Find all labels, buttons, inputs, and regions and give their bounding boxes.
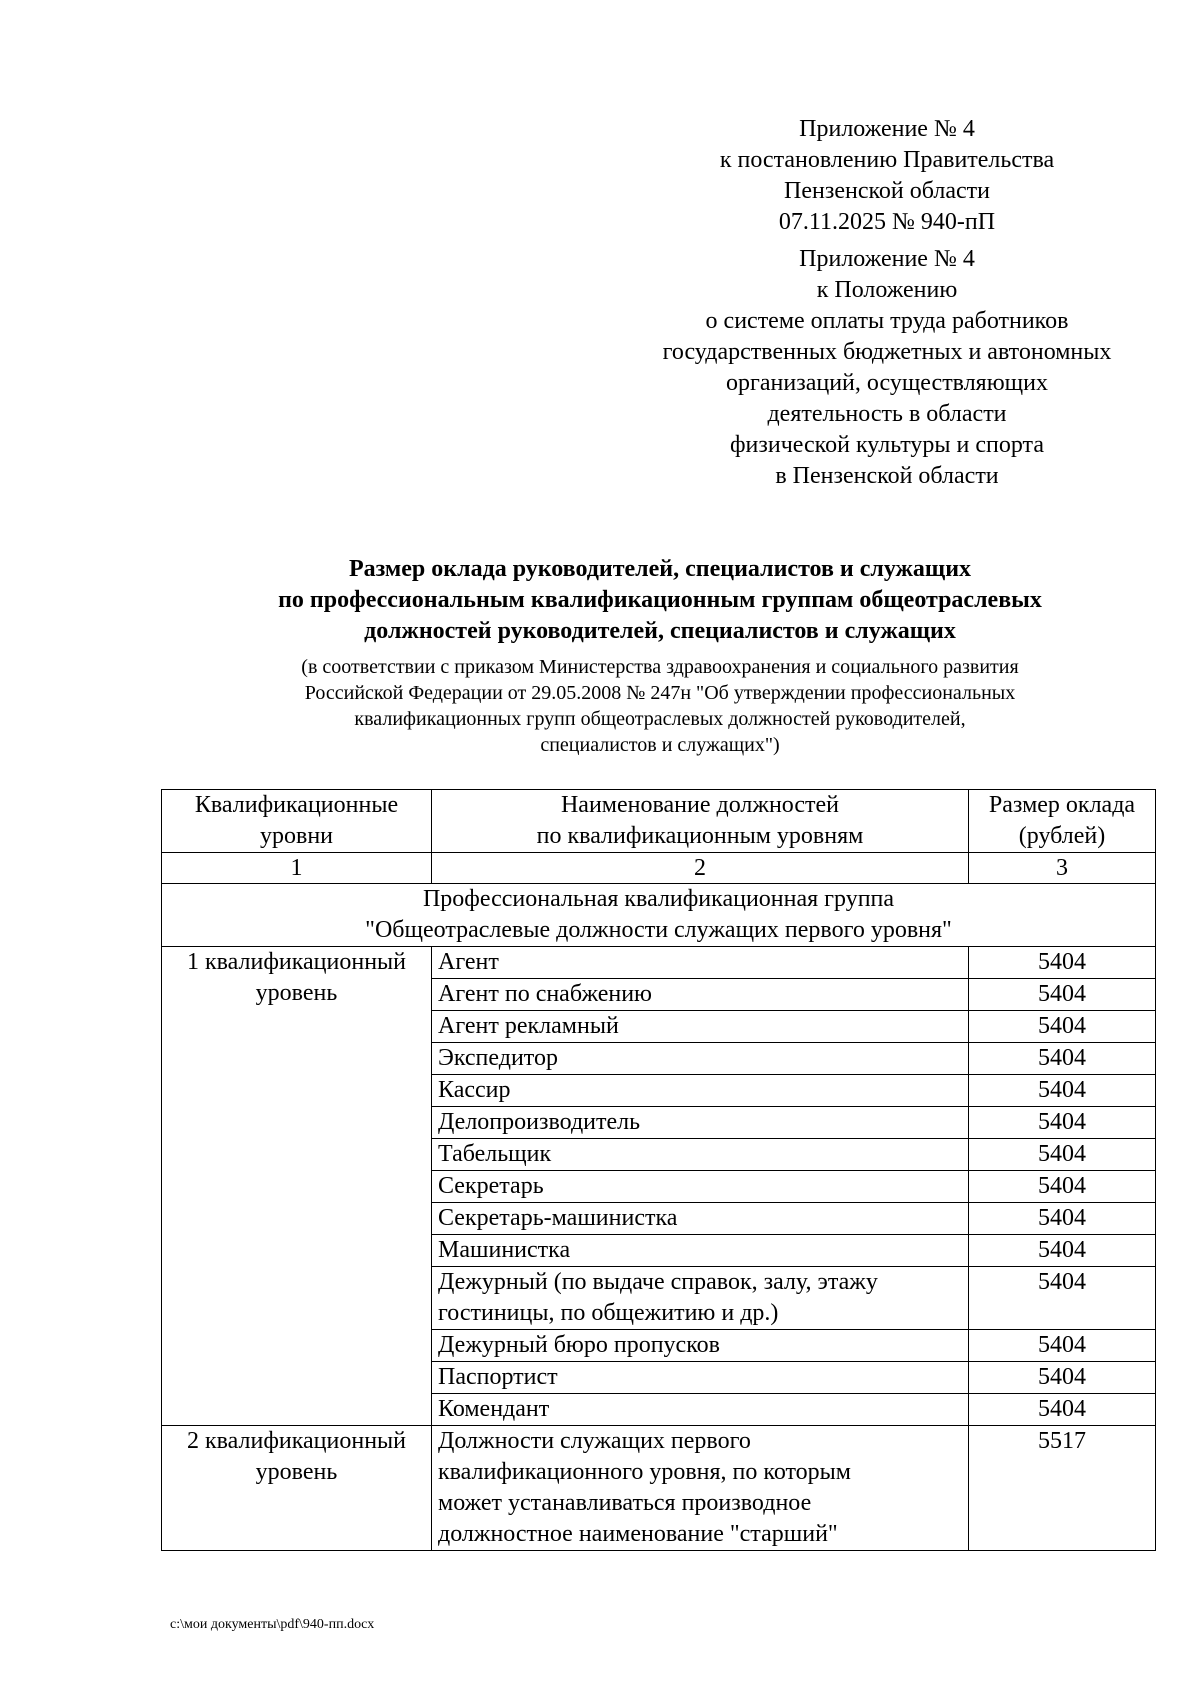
salary-cell: 5404	[969, 1235, 1156, 1267]
appendix-line: Пензенской области	[784, 178, 990, 204]
salary-cell: 5404	[969, 1107, 1156, 1139]
appendix-line: Приложение № 4	[799, 116, 975, 142]
appendix-line: деятельность в области	[767, 401, 1007, 427]
subtitle-line: квалификационных групп общеотраслевых должностей руководителей,	[354, 708, 966, 730]
file-path-footer: c:\мои документы\pdf\940-пп.docx	[170, 1617, 375, 1632]
qualification-level-line: уровень	[255, 980, 338, 1006]
position-name-cell	[432, 1171, 969, 1203]
appendix-line: 07.11.2025 № 940-пП	[778, 209, 996, 235]
qualification-level-cell	[162, 1426, 432, 1551]
position-name-line: должностное наименование "старший"	[438, 1521, 838, 1547]
table-row	[162, 1426, 1156, 1551]
position-name-line: Агент рекламный	[438, 1013, 619, 1039]
position-name-line: Табельщик	[438, 1141, 552, 1167]
appendix-line: к постановлению Правительства	[719, 147, 1055, 173]
qualification-level-line: 2 квалификационный	[186, 1428, 407, 1454]
document-title	[160, 554, 1160, 647]
position-name-line: Делопроизводитель	[438, 1109, 641, 1135]
position-name-line: может устанавливаться производное	[438, 1490, 812, 1516]
salary-cell: 5404	[969, 1043, 1156, 1075]
header-line: уровни	[259, 823, 334, 849]
position-name-line: Агент	[438, 949, 499, 975]
position-name-cell	[432, 1043, 969, 1075]
header-line: (рублей)	[1018, 823, 1106, 849]
position-name-line: Секретарь	[438, 1173, 544, 1199]
appendix-government-resolution	[640, 114, 1134, 238]
salary-cell: 5404	[969, 1330, 1156, 1362]
position-name-cell	[432, 1203, 969, 1235]
header-qualification-levels	[162, 790, 432, 853]
salary-cell: 5517	[969, 1426, 1156, 1551]
position-name-line: гостиницы, по общежитию и др.)	[438, 1300, 779, 1326]
subtitle-line: Российской Федерации от 29.05.2008 № 247н "Об утверждении профессиональных	[304, 682, 1016, 704]
salary-cell: 5404	[969, 1075, 1156, 1107]
salary-cell: 5404	[969, 1267, 1156, 1330]
position-name-line: Экспедитор	[438, 1045, 558, 1071]
group-title-line: "Общеотраслевые должности служащих первого уровня"	[365, 917, 952, 943]
salary-cell: 5404	[969, 1203, 1156, 1235]
position-name-line: Секретарь-машинистка	[438, 1205, 678, 1231]
position-name-cell	[432, 1426, 969, 1551]
position-name-line: Должности служащих первого	[438, 1428, 751, 1454]
appendix-regulation	[640, 244, 1134, 492]
appendix-line: в Пензенской области	[775, 463, 999, 489]
header-position-names	[432, 790, 969, 853]
position-name-line: Машинистка	[438, 1237, 571, 1263]
header-salary	[969, 790, 1156, 853]
position-name-cell	[432, 1267, 969, 1330]
header-line: Размер оклада	[988, 792, 1136, 818]
appendix-line: Приложение № 4	[799, 246, 975, 272]
column-number: 1	[162, 853, 432, 884]
position-name-line: квалификационного уровня, по которым	[438, 1459, 851, 1485]
position-name-line: Комендант	[438, 1396, 550, 1422]
salary-cell: 5404	[969, 979, 1156, 1011]
appendix-line: физической культуры и спорта	[729, 432, 1044, 458]
position-name-line: Агент по снабжению	[438, 981, 652, 1007]
title-line: по профессиональным квалификационным группам общеотраслевых	[278, 587, 1042, 613]
title-line: Размер оклада руководителей, специалистов и служащих	[348, 556, 972, 582]
position-name-cell	[432, 947, 969, 979]
qualification-level-line: 1 квалификационный	[186, 949, 407, 975]
position-name-cell	[432, 1139, 969, 1171]
position-name-cell	[432, 1075, 969, 1107]
group-title-line: Профессиональная квалификационная группа	[422, 886, 895, 912]
position-name-cell	[432, 1394, 969, 1426]
salary-cell: 5404	[969, 1139, 1156, 1171]
salary-cell: 5404	[969, 947, 1156, 979]
header-line: Наименование должностей	[560, 792, 840, 818]
position-name-line: Кассир	[438, 1077, 511, 1103]
table-header-row	[162, 790, 1156, 853]
salary-table	[161, 789, 1156, 1551]
column-number: 3	[969, 853, 1156, 884]
salary-cell: 5404	[969, 1394, 1156, 1426]
position-name-cell	[432, 1011, 969, 1043]
table-row	[162, 947, 1156, 979]
position-name-cell	[432, 1235, 969, 1267]
qualification-level-cell	[162, 947, 432, 1426]
appendix-line: государственных бюджетных и автономных	[662, 339, 1112, 365]
subtitle-line: специалистов и служащих")	[540, 734, 780, 756]
salary-cell: 5404	[969, 1011, 1156, 1043]
appendix-line: о системе оплаты труда работников	[705, 308, 1069, 334]
group-title-row	[162, 884, 1156, 947]
header-line: Квалификационные	[194, 792, 399, 818]
position-name-line: Паспортист	[438, 1364, 558, 1390]
column-number-row	[162, 853, 1156, 884]
appendix-line: организаций, осуществляющих	[726, 370, 1048, 396]
header-line: по квалификационным уровням	[536, 823, 864, 849]
position-name-cell	[432, 979, 969, 1011]
group-title	[162, 884, 1156, 947]
position-name-line: Дежурный (по выдаче справок, залу, этажу	[438, 1269, 878, 1295]
document-subtitle	[160, 654, 1160, 758]
salary-cell: 5404	[969, 1171, 1156, 1203]
position-name-line: Дежурный бюро пропусков	[438, 1332, 720, 1358]
appendix-line: к Положению	[816, 277, 958, 303]
subtitle-line: (в соответствии с приказом Министерства здравоохранения и социального развития	[301, 656, 1019, 678]
qualification-level-line: уровень	[255, 1459, 338, 1485]
salary-cell: 5404	[969, 1362, 1156, 1394]
position-name-cell	[432, 1107, 969, 1139]
column-number: 2	[432, 853, 969, 884]
title-line: должностей руководителей, специалистов и служащих	[364, 618, 956, 644]
position-name-cell	[432, 1362, 969, 1394]
position-name-cell	[432, 1330, 969, 1362]
